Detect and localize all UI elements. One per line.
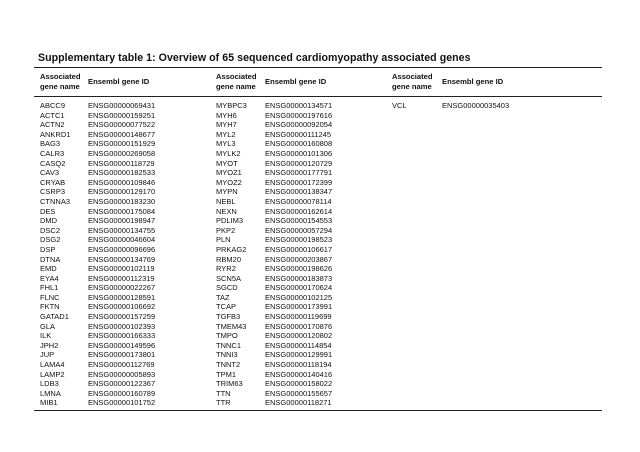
ensembl-id-cell: ENSG00000182533 <box>88 168 156 178</box>
gene-name-cell: JPH2 <box>40 340 59 350</box>
ensembl-id-cell: ENSG00000035403 <box>442 101 510 110</box>
gene-name-cell: FLNC <box>40 292 60 302</box>
gene-name-cell: BAG3 <box>40 139 61 149</box>
gene-name-cell: DMD <box>40 216 58 226</box>
gene-name-cell: ACTC1 <box>40 110 65 120</box>
gene-name-cell: CAV3 <box>40 168 60 178</box>
ensembl-id-cell: ENSG00000175084 <box>88 206 156 216</box>
gene-name-cell: LAMP2 <box>40 369 65 379</box>
gene-name-cell: TRIM63 <box>216 379 243 389</box>
ensembl-id-cell: ENSG00000158022 <box>265 379 333 389</box>
ensembl-id-cell: ENSG00000134755 <box>88 225 156 235</box>
gene-name-cell: CSRP3 <box>40 187 66 197</box>
gene-name-cell: EMD <box>40 264 57 274</box>
table-title: Supplementary table 1: Overview of 65 sequenced cardiomyopathy associated genes <box>38 52 471 64</box>
ensembl-id-cell: ENSG00000203867 <box>265 254 333 264</box>
gene-name-cell: CTNNA3 <box>40 196 71 206</box>
gene-name-cell: PDLIM3 <box>216 216 244 226</box>
ensembl-id-cell: ENSG00000112319 <box>88 273 155 283</box>
gene-name-cell: MYOT <box>216 158 238 168</box>
ensembl-id-cell: ENSG00000106692 <box>88 302 156 312</box>
ensembl-id-cell: ENSG00000149596 <box>88 340 156 350</box>
ensembl-id-cell: ENSG00000173991 <box>265 302 333 312</box>
gene-name-cell: CRYAB <box>40 177 66 187</box>
ensembl-id-cell: ENSG00000198626 <box>265 264 333 274</box>
ensembl-id-cell: ENSG00000172399 <box>265 177 333 187</box>
ensembl-id-cell: ENSG00000102125 <box>265 292 333 302</box>
ensembl-id-cell: ENSG00000159251 <box>88 110 156 120</box>
ensembl-id-cell: ENSG00000118729 <box>88 158 155 168</box>
gene-name-cell: TMEM43 <box>216 321 247 331</box>
gene-name-cell: TCAP <box>216 302 237 312</box>
header-gene-name-3: Associated gene name <box>392 72 433 91</box>
ensembl-id-cell: ENSG00000173801 <box>88 350 156 360</box>
ensembl-id-cell: ENSG00000118271 <box>265 398 332 408</box>
ensembl-id-cell: ENSG00000197616 <box>265 110 333 120</box>
header-ensembl-id-2: Ensembl gene ID <box>265 77 327 86</box>
ensembl-id-cell: ENSG00000170624 <box>265 283 333 293</box>
gene-name-cell: TAZ <box>216 292 230 302</box>
gene-name-cell: MYH7 <box>216 120 237 130</box>
ensembl-id-cell: ENSG00000198523 <box>265 235 333 245</box>
header-gene-name-2: Associated gene name <box>216 72 257 91</box>
ensembl-id-cell: ENSG00000177791 <box>265 168 333 178</box>
ensembl-id-cell: ENSG00000138347 <box>265 187 333 197</box>
gene-name-cell: NEBL <box>216 196 236 206</box>
ensembl-id-cell: ENSG00000154553 <box>265 216 333 226</box>
ensembl-id-cell: ENSG00000077522 <box>88 120 156 130</box>
gene-name-column <box>216 101 247 408</box>
gene-name-cell: JUP <box>40 350 55 360</box>
ensembl-id-cell: ENSG00000148677 <box>88 129 156 139</box>
ensembl-id-cell: ENSG00000198947 <box>88 216 156 226</box>
ensembl-id-cell: ENSG00000120729 <box>265 158 333 168</box>
gene-name-cell: ACTN2 <box>40 120 65 130</box>
ensembl-id-cell: ENSG00000118194 <box>265 360 332 370</box>
gene-name-cell: TNNC1 <box>216 340 242 350</box>
gene-name-cell: ILK <box>40 331 52 341</box>
header-gene-name-1: Associated gene name <box>40 72 81 91</box>
gene-name-cell: MYBPC3 <box>216 101 247 110</box>
gene-name-cell: MYH6 <box>216 110 237 120</box>
gene-name-cell: SCN5A <box>216 273 242 283</box>
gene-name-cell: LMNA <box>40 388 61 398</box>
ensembl-id-cell: ENSG00000096696 <box>88 244 156 254</box>
ensembl-id-cell: ENSG00000151929 <box>88 139 156 149</box>
gene-name-cell: NEXN <box>216 206 237 216</box>
gene-name-cell: EYA4 <box>40 273 59 283</box>
gene-name-cell: MYOZ2 <box>216 177 242 187</box>
ensembl-id-cell: ENSG00000134571 <box>265 101 333 110</box>
gene-name-cell: FHL1 <box>40 283 59 293</box>
gene-name-cell: PLN <box>216 235 231 245</box>
gene-name-cell: DSG2 <box>40 235 61 245</box>
ensembl-id-cell: ENSG00000101752 <box>88 398 156 408</box>
gene-name-cell: CALR3 <box>40 148 65 158</box>
ensembl-id-cell: ENSG00000106617 <box>265 244 333 254</box>
ensembl-id-cell: ENSG00000092054 <box>265 120 333 130</box>
ensembl-id-column <box>88 101 155 408</box>
ensembl-id-cell: ENSG00000069431 <box>88 101 156 110</box>
ensembl-id-cell: ENSG00000170876 <box>265 321 333 331</box>
gene-name-cell: DTNA <box>40 254 61 264</box>
ensembl-id-cell: ENSG00000160808 <box>265 139 333 149</box>
ensembl-id-cell: ENSG00000102119 <box>88 264 155 274</box>
ensembl-id-cell: ENSG00000134769 <box>88 254 156 264</box>
ensembl-id-cell: ENSG00000005893 <box>88 369 156 379</box>
ensembl-id-cell: ENSG00000269058 <box>88 148 156 158</box>
gene-name-cell: ABCC9 <box>40 101 66 110</box>
gene-name-cell: VCL <box>392 101 407 110</box>
ensembl-id-cell: ENSG00000022267 <box>88 283 156 293</box>
ensembl-id-cell: ENSG00000166333 <box>88 331 156 341</box>
bottom-rule <box>34 410 602 411</box>
ensembl-id-cell: ENSG00000119699 <box>265 312 332 322</box>
gene-name-cell: RYR2 <box>216 264 236 274</box>
gene-name-cell: TMPO <box>216 331 238 341</box>
gene-name-cell: PRKAG2 <box>216 244 247 254</box>
header-ensembl-id-3: Ensembl gene ID <box>442 77 504 86</box>
gene-name-cell: MYOZ1 <box>216 168 242 178</box>
gene-name-cell: TNNI3 <box>216 350 238 360</box>
gene-name-cell: TPM1 <box>216 369 237 379</box>
ensembl-id-cell: ENSG00000155657 <box>265 388 333 398</box>
ensembl-id-cell: ENSG00000129170 <box>88 187 156 197</box>
gene-name-cell: DSC2 <box>40 225 61 235</box>
ensembl-id-cell: ENSG00000183230 <box>88 196 156 206</box>
ensembl-id-cell: ENSG00000183873 <box>265 273 333 283</box>
ensembl-id-cell: ENSG00000120802 <box>265 331 333 341</box>
ensembl-id-cell: ENSG00000157259 <box>88 312 156 322</box>
gene-name-cell: GLA <box>40 321 56 331</box>
gene-name-cell: RBM20 <box>216 254 242 264</box>
gene-name-cell: MYL3 <box>216 139 236 149</box>
ensembl-id-cell: ENSG00000111245 <box>265 129 332 139</box>
top-rule <box>34 67 602 68</box>
gene-name-cell: DES <box>40 206 56 216</box>
ensembl-id-cell: ENSG00000129991 <box>265 350 333 360</box>
ensembl-id-cell: ENSG00000046604 <box>88 235 156 245</box>
ensembl-id-cell: ENSG00000160789 <box>88 388 156 398</box>
gene-name-cell: FKTN <box>40 302 60 312</box>
ensembl-id-cell: ENSG00000140416 <box>265 369 333 379</box>
ensembl-id-cell: ENSG00000114854 <box>265 340 332 350</box>
header-ensembl-id-1: Ensembl gene ID <box>88 77 150 86</box>
ensembl-id-cell: ENSG00000112769 <box>88 360 155 370</box>
gene-name-cell: TNNT2 <box>216 360 241 370</box>
ensembl-id-cell: ENSG00000101306 <box>265 148 333 158</box>
ensembl-id-cell: ENSG00000102393 <box>88 321 156 331</box>
gene-name-cell: MYPN <box>216 187 238 197</box>
gene-name-cell: TGFB3 <box>216 312 241 322</box>
gene-name-cell: TTN <box>216 388 231 398</box>
ensembl-id-cell: ENSG00000122367 <box>88 379 156 389</box>
gene-name-cell: MIB1 <box>40 398 58 408</box>
gene-name-column <box>392 101 407 111</box>
gene-name-cell: GATAD1 <box>40 312 69 322</box>
gene-name-cell: CASQ2 <box>40 158 66 168</box>
gene-name-cell: MYLK2 <box>216 148 241 158</box>
gene-name-cell: MYL2 <box>216 129 236 139</box>
gene-name-cell: SGCD <box>216 283 238 293</box>
ensembl-id-cell: ENSG00000128591 <box>88 292 156 302</box>
header-rule <box>34 96 602 97</box>
ensembl-id-cell: ENSG00000057294 <box>265 225 333 235</box>
gene-name-cell: DSP <box>40 244 56 254</box>
ensembl-id-cell: ENSG00000078114 <box>265 196 332 206</box>
gene-name-cell: LAMA4 <box>40 360 65 370</box>
gene-name-column <box>40 101 70 408</box>
gene-name-cell: ANKRD1 <box>40 129 71 139</box>
ensembl-id-cell: ENSG00000162614 <box>265 206 333 216</box>
gene-name-cell: TTR <box>216 398 231 408</box>
gene-name-cell: PKP2 <box>216 225 236 235</box>
ensembl-id-cell: ENSG00000109846 <box>88 177 156 187</box>
ensembl-id-column <box>442 101 509 111</box>
gene-name-cell: LDB3 <box>40 379 59 389</box>
ensembl-id-column <box>265 101 332 408</box>
